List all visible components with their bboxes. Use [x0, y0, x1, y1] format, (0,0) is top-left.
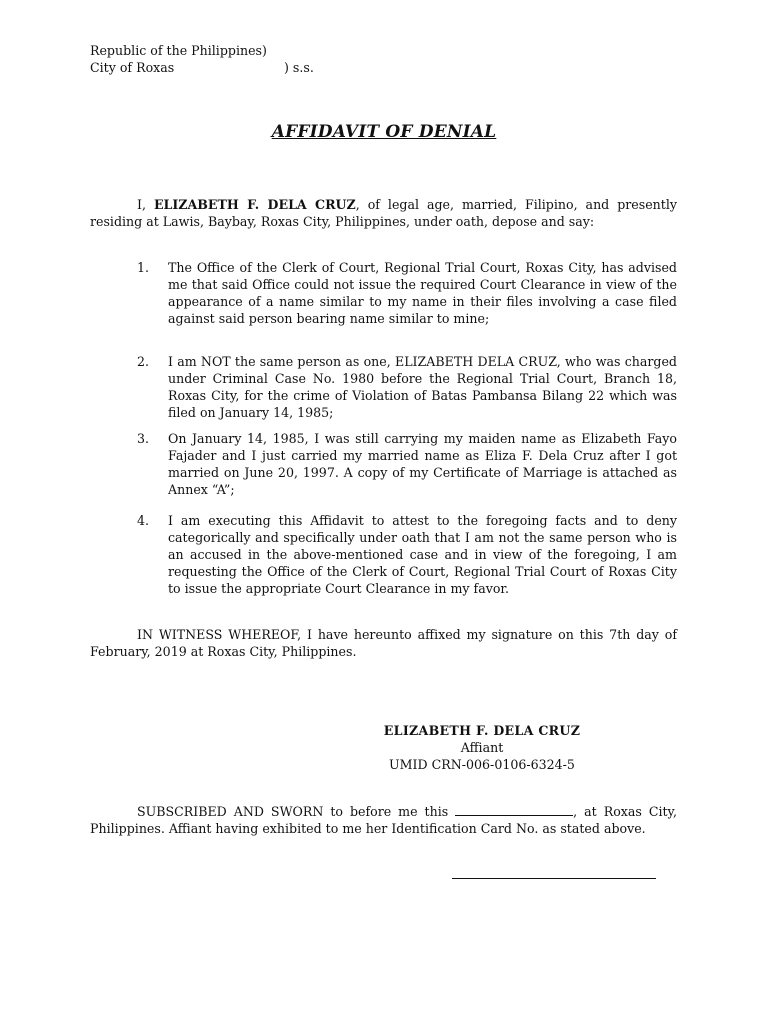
witness-paragraph: IN WITNESS WHEREOF, I have hereunto affixed my signature on this 7th day of February, 2019 at Roxas City, Philippines.: [90, 627, 677, 659]
intro-prefix: I,: [137, 197, 154, 212]
signature-block: [357, 722, 607, 773]
notary-signature-line: [452, 878, 656, 879]
jurat-before: SUBSCRIBED AND SWORN to before me this: [137, 804, 456, 819]
intro-paragraph: [90, 196, 677, 230]
list-item: [90, 353, 677, 421]
list-item: [90, 259, 677, 327]
signature-role: Affiant: [460, 740, 504, 755]
header-city: City of Roxas: [90, 60, 175, 75]
item-number: 2.: [137, 354, 150, 369]
item-text: I am executing this Affidavit to attest to the foregoing facts and to deny categorically and specifically under oath that I am not the same person who is an accused in the above-mentioned case and in view of the foregoing, I am requesting the Office of the Clerk of Court, Regional Trial Court of Roxas City to issue the appropriate Court Clearance in my favor.: [168, 513, 677, 596]
item-text: I am NOT the same person as one, ELIZABETH DELA CRUZ, who was charged under Criminal Case No. 1980 before the Regional Trial Court, Branch 18, Roxas City, for the crime of Violation of Batas Pambansa Bilang 22 which was filed on January 14, 1985;: [168, 354, 677, 420]
item-text: The Office of the Clerk of Court, Regional Trial Court, Roxas City, has advised me that said Office could not issue the required Court Clearance in view of the appearance of a name similar to my name in their files involving a case filed against said person bearing name similar to mine;: [168, 260, 677, 326]
signature-id: UMID CRN-006-0106-6324-5: [389, 757, 575, 772]
list-item: [90, 430, 677, 498]
jurat-after: , at Roxas City, Philippines. Affiant having exhibited to me her Identification Card No. as stated above.: [90, 804, 677, 836]
date-blank-line: [455, 803, 573, 816]
jurat-paragraph: [90, 803, 677, 837]
item-number: 4.: [137, 513, 150, 528]
item-number: 3.: [137, 431, 150, 446]
item-text: On January 14, 1985, I was still carrying my maiden name as Elizabeth Fayo Fajader and I just carried my married name as Eliza F. Dela Cruz after I got married on June 20, 1997. A copy of my Certificate of Marriage is attached as Annex “A”;: [168, 431, 677, 497]
header-republic: Republic of the Philippines): [90, 43, 267, 58]
signature-name: ELIZABETH F. DELA CRUZ: [383, 723, 581, 738]
intro-suffix: , of legal age, married, Filipino, and presently residing at Lawis, Baybay, Roxas City, Philippines, under oath, depose and say:: [90, 197, 677, 229]
list-item: [90, 512, 677, 597]
document-title: AFFIDAVIT OF DENIAL: [271, 122, 497, 142]
item-number: 1.: [137, 260, 150, 275]
affiant-name: ELIZABETH F. DELA CRUZ: [153, 197, 356, 212]
header-ss: ) s.s.: [284, 60, 314, 75]
